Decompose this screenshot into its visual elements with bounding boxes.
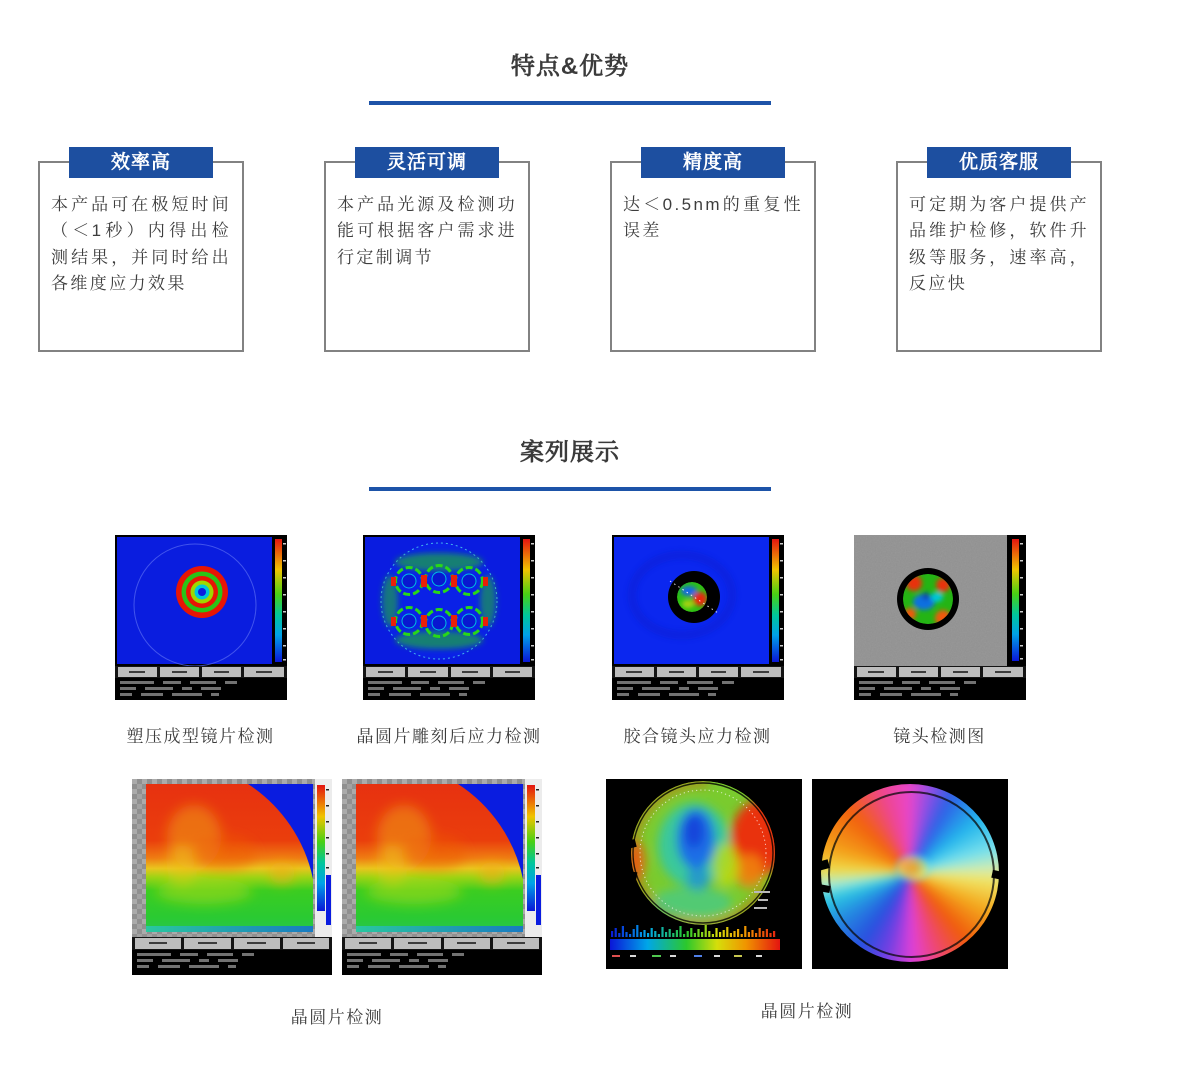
screenshot-toolbar-button [493,667,532,677]
case-image-wafer-stress-disc [606,779,802,969]
screenshot-toolbar-button [160,667,199,677]
screenshot-status-area [612,678,784,700]
cases-row-2 [0,779,1140,1028]
screenshot-toolbar-button [202,667,241,677]
screenshot-status-text [368,687,530,690]
cases-title-underline [369,487,771,491]
case-image-cemented-lens [612,535,784,700]
screenshot-status-text [368,693,530,696]
screenshot-status-text [859,681,1021,684]
screenshot-status-text [137,959,327,962]
screenshot-toolbar-button [444,938,490,949]
case-caption: 塑压成型镜片检测 [126,726,275,746]
screenshot-status-text [617,681,779,684]
feature-card-header: 优质客服 [927,147,1071,178]
screenshot-toolbar-button [983,667,1022,677]
case-figure-molded-lens [115,535,287,747]
screenshot-toolbar-button [244,667,283,677]
screenshot-status-text [347,965,537,968]
screenshot-status-area [115,678,287,700]
lens-rings-art [115,535,287,666]
screenshot-toolbar-button [451,667,490,677]
screenshot-toolbar-button [657,667,696,677]
screenshot-toolbar-button [135,938,181,949]
screenshot-status-text [859,693,1021,696]
wafer-notch [817,884,830,893]
screenshot-status-text [617,693,779,696]
screenshot-toolbar-button [699,667,738,677]
cemented-lens-art [612,535,784,666]
screenshot-status-text [859,687,1021,690]
case-caption: 晶圆片检测 [760,1001,854,1021]
screenshot-toolbar-button [741,667,780,677]
screenshot-toolbar-button [184,938,230,949]
case-caption: 晶圆片雕刻后应力检测 [356,726,542,746]
screenshot-toolbar [854,666,1026,678]
wafer-heatmap-pair [132,779,542,975]
case-image-etched-wafer [363,535,535,700]
screenshot-toolbar-button [345,938,391,949]
case-caption: 晶圆片检测 [290,1007,384,1027]
feature-cards [0,151,1140,352]
feature-card-service [896,151,1102,352]
screenshot-status-text [368,681,530,684]
case-image-molded-lens [115,535,287,700]
screenshot-status-text [347,953,537,956]
wafer-notch [991,869,1004,879]
case-image-wafer-heatmap-2 [342,779,542,975]
wafer-stress-disc-art [606,779,802,969]
case-image-wafer-heatmap-1 [132,779,332,975]
screenshot-status-text [347,959,537,962]
case-figure-etched-wafer [357,535,542,747]
screenshot-toolbar [115,666,287,678]
case-caption: 胶合镜头应力检测 [623,726,772,746]
case-figure-cemented-lens [612,535,784,747]
screenshot-status-area [342,950,542,975]
feature-card-header: 效率高 [69,147,213,178]
screenshot-toolbar-button [283,938,329,949]
screenshot-toolbar-button [366,667,405,677]
features-title-underline [369,101,771,105]
etched-wafer-art [363,535,535,666]
screenshot-toolbar-button [493,938,539,949]
features-section [0,0,1140,352]
feature-card-header: 灵活可调 [355,147,499,178]
screenshot-toolbar [342,937,542,950]
phase-wheel-ring [828,791,995,958]
wafer-heatmap-art [342,779,542,937]
case-figure-lens-inspection [854,535,1026,747]
feature-card-body: 达＜0.5nm的重复性误差 [623,194,803,241]
cases-section [0,352,1140,1028]
feature-card-efficiency [38,151,244,352]
screenshot-toolbar-button [408,667,447,677]
feature-card-body: 可定期为客户提供产品维护检修，软件升级等服务，速率高，反应快 [909,194,1089,294]
feature-card-body: 本产品光源及检测功能可根据客户需求进行定制调节 [337,194,517,267]
screenshot-toolbar-button [118,667,157,677]
screenshot-status-area [854,678,1026,700]
case-figure-wafer-heatmaps [132,779,542,1028]
screenshot-toolbar-button [615,667,654,677]
case-image-wafer-phase-disc [812,779,1008,969]
lens-inspection-art [854,535,1026,666]
screenshot-toolbar [132,937,332,950]
screenshot-status-text [120,693,282,696]
screenshot-toolbar-button [899,667,938,677]
cases-title: 案列展示 [520,438,620,466]
case-caption: 镜头检测图 [893,726,986,746]
feature-card-body: 本产品可在极短时间（＜1秒）内得出检测结果，并同时给出各维度应力效果 [51,194,231,294]
features-title: 特点&优势 [510,52,630,80]
screenshot-status-text [120,687,282,690]
screenshot-toolbar [612,666,784,678]
screenshot-status-text [617,687,779,690]
feature-card-header: 精度高 [641,147,785,178]
case-image-lens-inspection [854,535,1026,700]
cases-row-1 [0,535,1140,747]
screenshot-status-text [120,681,282,684]
screenshot-status-text [137,953,327,956]
screenshot-status-area [132,950,332,975]
wafer-heatmap-art [132,779,332,937]
screenshot-status-text [137,965,327,968]
wafer-disc-pair [606,779,1008,969]
screenshot-toolbar [363,666,535,678]
case-figure-wafer-discs [606,779,1008,1022]
screenshot-toolbar-button [857,667,896,677]
screenshot-toolbar-button [394,938,440,949]
screenshot-toolbar-button [941,667,980,677]
feature-card-flexibility [324,151,530,352]
screenshot-status-area [363,678,535,700]
screenshot-toolbar-button [234,938,280,949]
feature-card-precision [610,151,816,352]
